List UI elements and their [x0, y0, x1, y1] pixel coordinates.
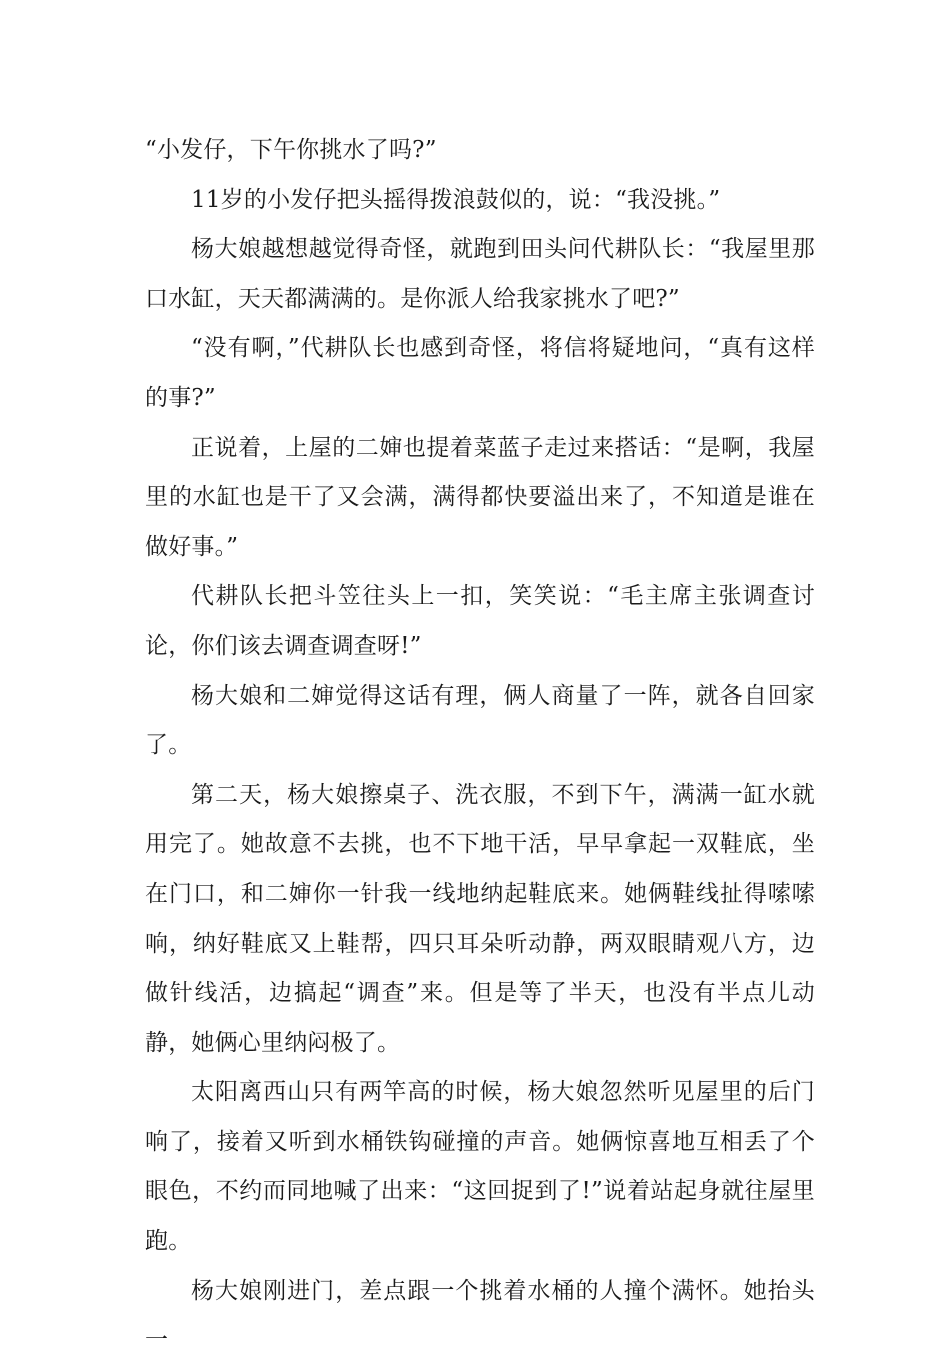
- paragraph-2: 11岁的小发仔把头摇得拨浪鼓似的，说：“我没挑。”: [191, 186, 721, 213]
- body-text: [145, 126, 815, 1366]
- paragraph-9: 太阳离西山只有两竿高的时候，杨大娘忽然听见屋里的后门响了，接着又听到水桶铁钩碰撞的声音。她俩惊喜地互相丢了个眼色，不约而同地喊了出来：“这回捉到了!”说着站起身就往屋里跑。: [145, 1079, 815, 1255]
- paragraph-3: 杨大娘越想越觉得奇怪，就跑到田头问代耕队长：“我屋里那口水缸，天天都满满的。是你派人给我家挑水了吧?”: [145, 236, 815, 312]
- paragraph-7: 杨大娘和二婶觉得这话有理，俩人商量了一阵，就各自回家了。: [145, 682, 815, 759]
- paragraph-4: “没有啊，”代耕队长也感到奇怪，将信将疑地问，“真有这样的事?”: [145, 335, 815, 411]
- paragraph-6: 代耕队长把斗笠往头上一扣，笑笑说：“毛主席主张调查讨论，你们该去调查调查呀!”: [145, 583, 815, 659]
- paragraph-10: 杨大娘刚进门，差点跟一个挑着水桶的人撞个满怀。她抬头一: [145, 1277, 815, 1354]
- paragraph-8: 第二天，杨大娘擦桌子、洗衣服，不到下午，满满一缸水就用完了。她故意不去挑，也不下地干活，早早拿起一双鞋底，坐在门口，和二婶你一针我一线地纳起鞋底来。她俩鞋线扯得嗦嗦响，纳好鞋底又上鞋帮，四只耳朵听动静，两双眼睛观八方，边做针线活，边搞起“调查”来。但是等了半天，也没有半点儿动静，她俩心里纳闷极了。: [145, 781, 815, 1056]
- paragraph-5: 正说着，上屋的二婶也提着菜蓝子走过来搭话：“是啊，我屋里的水缸也是干了又会满，满得都快要溢出来了，不知道是谁在做好事。”: [145, 434, 815, 560]
- paragraph-1: “小发仔，下午你挑水了吗?”: [145, 137, 437, 163]
